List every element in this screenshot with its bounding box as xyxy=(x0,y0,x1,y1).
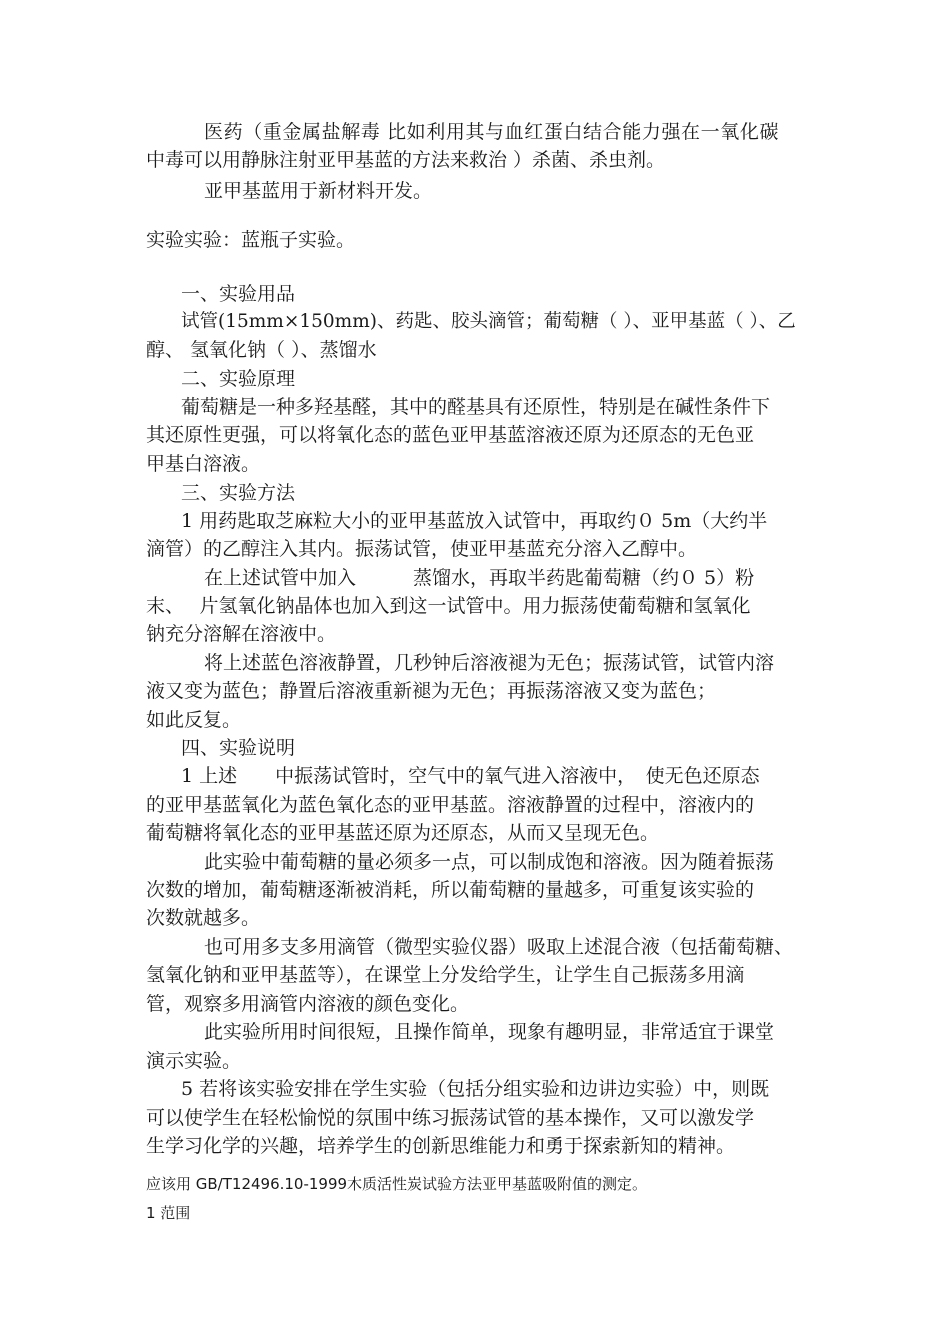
heading: 一、实验用品 xyxy=(181,283,296,305)
paragraph-line: 亚甲基蓝用于新材料开发。 xyxy=(204,180,433,202)
paragraph-line: 生学习化学的兴趣，培养学生的创新思维能力和勇于探索新知的精神。 xyxy=(146,1135,736,1157)
paragraph-line: 5 若将该实验安排在学生实验（包括分组实验和边讲边实验）中，则既 xyxy=(181,1078,770,1100)
paragraph-line: 此实验中葡萄糖的量必须多一点，可以制成饱和溶液。因为随着振荡 xyxy=(204,851,775,873)
paragraph-line: 葡萄糖将氧化态的亚甲基蓝还原为还原态，从而又呈现无色。 xyxy=(146,822,660,844)
paragraph-line: 次数就越多。 xyxy=(146,907,261,929)
paragraph-line: 1 上述 中振荡试管时，空气中的氧气进入溶液中， 使无色还原态 xyxy=(181,765,760,787)
paragraph-line: 甲基白溶液。 xyxy=(146,453,261,475)
paragraph-line: 在上述试管中加入 蒸馏水，再取半药匙葡萄糖（约０ 5）粉 xyxy=(204,567,755,589)
paragraph-line: 葡萄糖是一种多羟基醛，其中的醛基具有还原性，特别是在碱性条件下 xyxy=(181,396,771,418)
heading: 三、实验方法 xyxy=(181,482,296,504)
section-heading: 1 范围 xyxy=(146,1204,191,1222)
paragraph-line: 其还原性更强，可以将氧化态的蓝色亚甲基蓝溶液还原为还原态的无色亚 xyxy=(146,424,755,446)
paragraph-line: 如此反复。 xyxy=(146,709,242,731)
paragraph-line: 也可用多支多用滴管（微型实验仪器）吸取上述混合液（包括葡萄糖、 xyxy=(204,936,794,958)
standard-reference: 应该用 GB/T12496.10-1999木质活性炭试验方法亚甲基蓝吸附值的测定。 xyxy=(146,1175,648,1193)
section-title: 实验实验：蓝瓶子实验。 xyxy=(146,229,356,251)
paragraph-line: 醇、 氢氧化钠（ ）、蒸馏水 xyxy=(146,339,377,361)
paragraph-line: 氢氧化钠和亚甲基蓝等），在课堂上分发给学生，让学生自己振荡多用滴 xyxy=(146,964,745,986)
paragraph-line: 医药（重金属盐解毒 比如利用其与血红蛋白结合能力强在一氧化碳 xyxy=(204,121,780,143)
paragraph-line: 试管(15mm×150mm)、药匙、胶头滴管；葡萄糖（ ）、亚甲基蓝（ ）、乙 xyxy=(181,311,796,332)
paragraph-line: 此实验所用时间很短，且操作简单，现象有趣明显，非常适宜于课堂 xyxy=(204,1021,775,1043)
paragraph-line: 将上述蓝色溶液静置，几秒钟后溶液褪为无色；振荡试管，试管内溶 xyxy=(204,652,775,674)
paragraph-line: 可以使学生在轻松愉悦的氛围中练习振荡试管的基本操作，又可以激发学 xyxy=(146,1107,755,1129)
paragraph-line: 管，观察多用滴管内溶液的颜色变化。 xyxy=(146,993,470,1015)
paragraph-line: 钠充分溶解在溶液中。 xyxy=(146,623,337,645)
paragraph-line: 末、 片氢氧化钠晶体也加入到这一试管中。用力振荡使葡萄糖和氢氧化 xyxy=(146,595,751,617)
paragraph-line: 滴管）的乙醇注入其内。振荡试管，使亚甲基蓝充分溶入乙醇中。 xyxy=(146,538,698,560)
paragraph-line: 1 用药匙取芝麻粒大小的亚甲基蓝放入试管中，再取约０ 5m（大约半 xyxy=(181,510,768,532)
heading: 四、实验说明 xyxy=(181,737,296,759)
paragraph-line: 的亚甲基蓝氧化为蓝色氧化态的亚甲基蓝。溶液静置的过程中，溶液内的 xyxy=(146,794,755,816)
paragraph-line: 液又变为蓝色；静置后溶液重新褪为无色；再振荡溶液又变为蓝色； xyxy=(146,680,717,702)
paragraph-line: 演示实验。 xyxy=(146,1050,242,1072)
paragraph-line: 次数的增加，葡萄糖逐渐被消耗，所以葡萄糖的量越多，可重复该实验的 xyxy=(146,879,755,901)
paragraph-line: 中毒可以用静脉注射亚甲基蓝的方法来救治 ）杀菌、杀虫剂。 xyxy=(146,149,666,171)
heading: 二、实验原理 xyxy=(181,368,296,390)
